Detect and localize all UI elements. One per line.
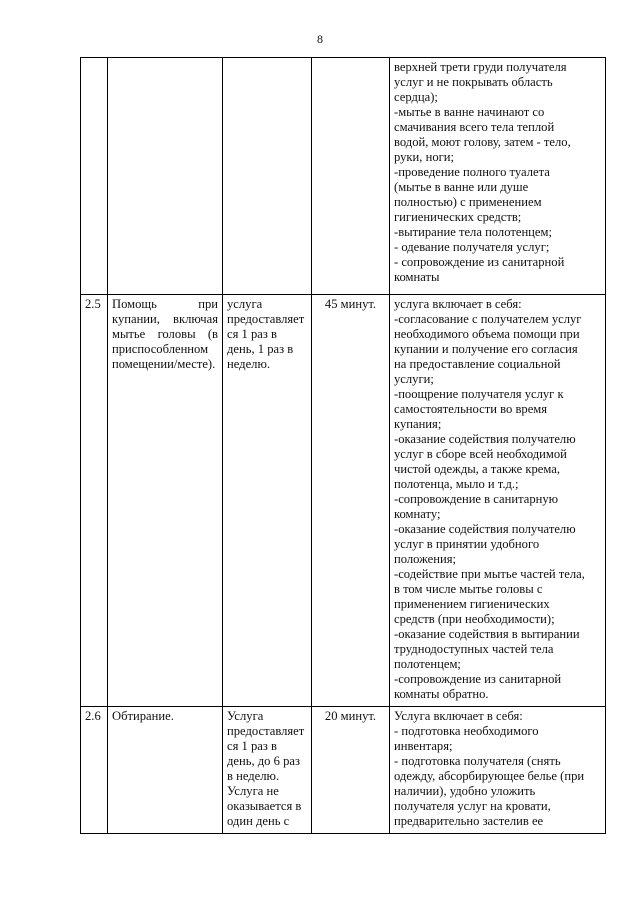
row-number-cell bbox=[81, 58, 108, 295]
description-line: купания; bbox=[394, 417, 442, 431]
description-line: -сопровождение из санитарной bbox=[394, 672, 562, 686]
description-line: в том числе мытье головы с bbox=[394, 582, 543, 596]
description-line: чистой одежды, а также крема, bbox=[394, 462, 560, 476]
description-line: наличии), удобно уложить bbox=[394, 784, 536, 798]
description-line: -оказание содействия в вытирании bbox=[394, 627, 580, 641]
description-line: комнаты обратно. bbox=[394, 687, 489, 701]
description-line: -оказание содействия получателю bbox=[394, 522, 576, 536]
description-line: средств (при необходимости); bbox=[394, 612, 555, 626]
description-line: -оказание содействия получателю bbox=[394, 432, 576, 446]
description-line: - одевание получателя услуг; bbox=[394, 240, 550, 254]
description-line: -вытирание тела полотенцем; bbox=[394, 225, 552, 239]
description-line: - подготовка необходимого bbox=[394, 724, 539, 738]
description-line: услуги; bbox=[394, 372, 434, 386]
service-name-cell: Помощь при купании, включая мытье головы (в приспособленном помещении/месте). bbox=[108, 295, 223, 707]
description-cell bbox=[390, 707, 606, 834]
frequency-cell: услуга предоставляет ся 1 раз в день, 1 раз в неделю. bbox=[223, 295, 312, 707]
description-line: на предоставление социальной bbox=[394, 357, 561, 371]
time-cell bbox=[312, 58, 390, 295]
description-line: - сопровождение из санитарной bbox=[394, 255, 565, 269]
description-line: сердца); bbox=[394, 90, 438, 104]
description-line: гигиенических средств; bbox=[394, 210, 522, 224]
description-line: (мытье в ванне или душе bbox=[394, 180, 529, 194]
description-line: услуг в принятии удобного bbox=[394, 537, 540, 551]
frequency-cell bbox=[223, 58, 312, 295]
description-line: полотенцем; bbox=[394, 657, 461, 671]
description-line: - подготовка получателя (снять bbox=[394, 754, 561, 768]
row-number-cell: 2.5 bbox=[81, 295, 108, 707]
description-cell bbox=[390, 58, 606, 295]
description-line: одежду, абсорбирующее белье (при bbox=[394, 769, 585, 783]
description-line: инвентаря; bbox=[394, 739, 453, 753]
table-row bbox=[81, 58, 606, 295]
description-line: -содействие при мытье частей тела, bbox=[394, 567, 585, 581]
description-line: -согласование с получателем услуг bbox=[394, 312, 582, 326]
service-name-cell: Обтирание. bbox=[108, 707, 223, 834]
time-cell: 45 минут. bbox=[312, 295, 390, 707]
row-number-cell: 2.6 bbox=[81, 707, 108, 834]
services-table bbox=[80, 57, 606, 834]
description-line: комнаты bbox=[394, 270, 440, 284]
description-line: Услуга включает в себя: bbox=[394, 709, 523, 723]
description-line: полностью) с применением bbox=[394, 195, 542, 209]
description-line: получателя услуг на кровати, bbox=[394, 799, 551, 813]
table-row bbox=[81, 295, 606, 707]
description-line: водой, моют голову, затем - тело, bbox=[394, 135, 571, 149]
description-line: услуг и не покрывать область bbox=[394, 75, 553, 89]
description-line: труднодоступных частей тела bbox=[394, 642, 554, 656]
description-line: услуг в сборе всей необходимой bbox=[394, 447, 567, 461]
frequency-cell: Услуга предоставляет ся 1 раз в день, до 6 раз в неделю. Услуга не оказывается в один день с bbox=[223, 707, 312, 834]
description-line: купании и получение его согласия bbox=[394, 342, 578, 356]
description-line: необходимого объема помощи при bbox=[394, 327, 580, 341]
description-line: смачивания всего тела теплой bbox=[394, 120, 555, 134]
description-line: -проведение полного туалета bbox=[394, 165, 550, 179]
description-line: полотенца, мыло и т.д.; bbox=[394, 477, 519, 491]
time-cell: 20 минут. bbox=[312, 707, 390, 834]
description-line: комнату; bbox=[394, 507, 441, 521]
table-row bbox=[81, 707, 606, 834]
service-name-cell bbox=[108, 58, 223, 295]
description-line: -поощрение получателя услуг к bbox=[394, 387, 564, 401]
description-line: услуга включает в себя: bbox=[394, 297, 522, 311]
description-line: -мытье в ванне начинают со bbox=[394, 105, 545, 119]
description-line: верхней трети груди получателя bbox=[394, 60, 567, 74]
description-line: положения; bbox=[394, 552, 457, 566]
description-line: предварительно застелив ее bbox=[394, 814, 544, 828]
description-line: -сопровождение в санитарную bbox=[394, 492, 559, 506]
page-number: 8 bbox=[317, 32, 323, 46]
description-line: применением гигиенических bbox=[394, 597, 550, 611]
description-line: самостоятельности во время bbox=[394, 402, 548, 416]
description-cell bbox=[390, 295, 606, 707]
description-line: руки, ноги; bbox=[394, 150, 455, 164]
